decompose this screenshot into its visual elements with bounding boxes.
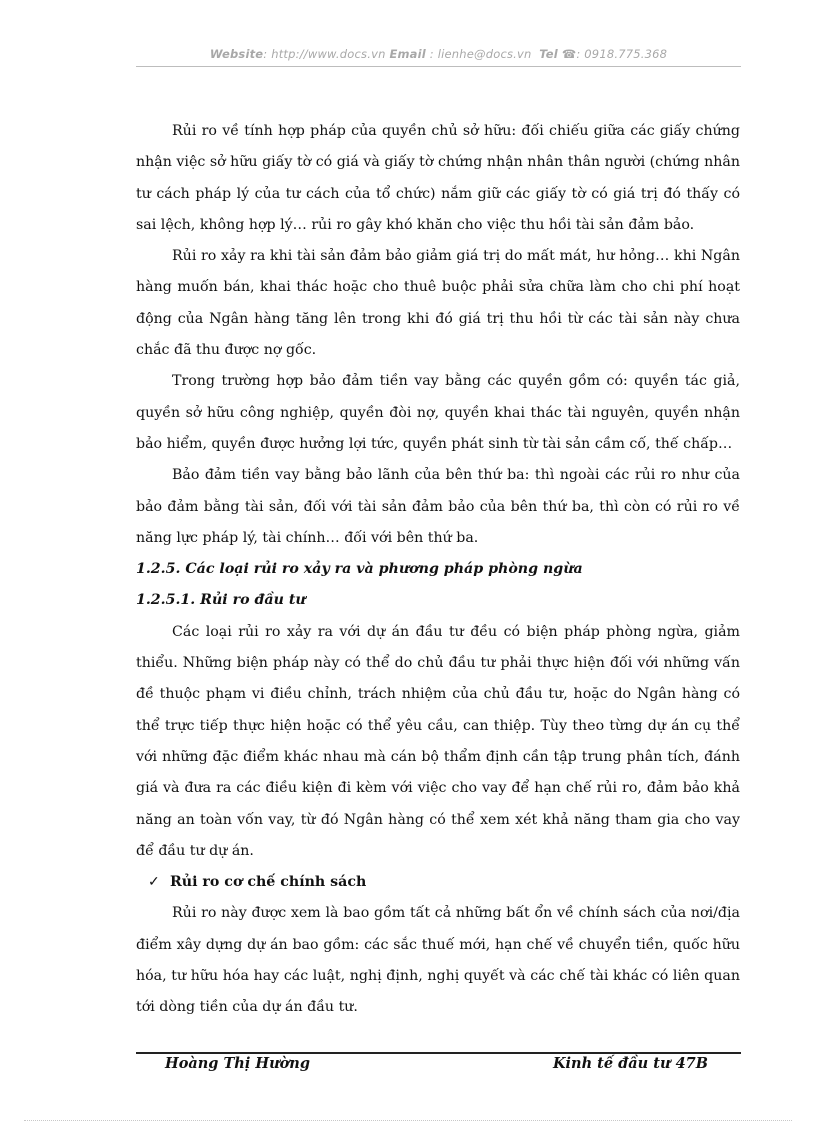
header-divider — [136, 66, 741, 67]
document-body — [136, 116, 740, 1024]
subsection-heading: 1.2.5.1. Rủi ro đầu tư — [136, 592, 306, 609]
website-value: : http://www.docs.vn — [263, 47, 386, 61]
footer-divider — [136, 1052, 741, 1054]
email-value: : lienhe@docs.vn — [425, 47, 532, 61]
checklist-item — [148, 867, 740, 898]
section-heading: 1.2.5. Các loại rủi ro xảy ra và phương pháp phòng ngừa — [136, 561, 583, 578]
footer-author: Hoàng Thị Hường — [165, 1055, 310, 1072]
paragraph-policy-risk: Rủi ro này được xem là bao gồm tất cả những bất ổn về chính sách của nơi/địa điểm xây dựng dự án bao gồm: các sắc thuế mới, hạn chế về chuyển tiền, quốc hữu hóa, tư hữu hóa hay các luật, nghị định, nghị quyết và các chế tài khác có liên quan tới dòng tiền của dự án đầu tư. — [136, 905, 740, 1016]
email-label: Email — [389, 47, 426, 61]
page-edge-divider — [24, 1120, 792, 1121]
paragraph-rights-guarantee: Trong trường hợp bảo đảm tiền vay bằng các quyền gồm có: quyền tác giả, quyền sở hữu công nghiệp, quyền đòi nợ, quyền khai thác tài nguyên, quyền nhận bảo hiểm, quyền được hưởng lợi tức, quyền phát sinh từ tài sản cầm cố, thế chấp… — [136, 373, 740, 452]
paragraph-ownership-risk: Rủi ro về tính hợp pháp của quyền chủ sở hữu: đối chiếu giữa các giấy chứng nhận việc sở hữu giấy tờ có giá và giấy tờ chứng nhận nhân thân người (chứng nhân tư cách pháp lý của tư cách của tổ chức) nắm giữ các giấy tờ có giá trị đó thấy có sai lệch, không hợp lý… rủi ro gây khó khăn cho việc thu hồi tài sản đảm bảo. — [136, 123, 740, 233]
phone-icon: ☎ — [561, 47, 577, 61]
paragraph-investment-risk: Các loại rủi ro xảy ra với dự án đầu tư đều có biện pháp phòng ngừa, giảm thiểu. Những biện pháp này có thể do chủ đầu tư phải thực hiện đối với những vấn đề thuộc phạm vi điều chỉnh, trách nhiệm của chủ đầu tư, hoặc do Ngân hàng có thể trực tiếp thực hiện hoặc có thể yêu cầu, can thiệp. Tùy theo từng dự án cụ thể với những đặc điểm khác nhau mà cán bộ thẩm định cần tập trung phân tích, đánh giá và đưa ra các điều kiện đi kèm với việc cho vay để hạn chế rủi ro, đảm bảo khả năng an toàn vốn vay, từ đó Ngân hàng có thể xem xét khả năng tham gia cho vay để đầu tư dự án. — [136, 623, 740, 859]
paragraph-asset-value-risk: Rủi ro xảy ra khi tài sản đảm bảo giảm giá trị do mất mát, hư hỏng… khi Ngân hàng muốn bán, khai thác hoặc cho thuê buộc phải sửa chữa làm cho chi phí hoạt động của Ngân hàng tăng lên trong khi đó giá trị thu hồi từ các tài sản này chưa chắc đã thu được nợ gốc. — [136, 248, 740, 359]
tel-label: Tel — [539, 47, 558, 61]
checkmark-icon: ✓ — [148, 874, 160, 891]
footer-class: Kinh tế đầu tư 47B — [552, 1055, 708, 1072]
page-header — [136, 47, 741, 61]
paragraph-third-party-guarantee: Bảo đảm tiền vay bằng bảo lãnh của bên thứ ba: thì ngoài các rủi ro như của bảo đảm bằng tài sản, đối với tài sản đảm bảo của bên thứ ba, thì còn có rủi ro về năng lực pháp lý, tài chính… đối với bên thứ ba. — [136, 467, 740, 546]
checklist-item-label: Rủi ro cơ chế chính sách — [170, 874, 367, 891]
tel-value: : 0918.775.368 — [576, 47, 668, 61]
website-label: Website — [209, 47, 264, 61]
